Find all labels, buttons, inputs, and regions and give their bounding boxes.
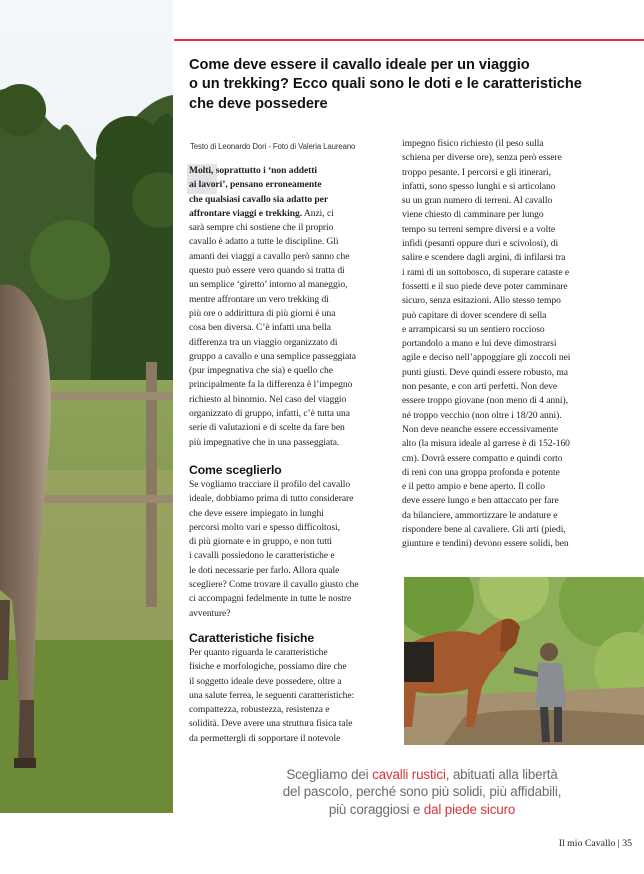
body-text-line: [189, 393, 387, 407]
body-text-line: ideale, dobbiamo prima di tutto considerare: [189, 493, 354, 505]
pull-quote-line: [210, 766, 634, 783]
bold-lead-text: ai lavori’, pensano erroneamente: [189, 179, 322, 191]
body-text: cosa ben diversa. C’è infatti una bella: [189, 322, 331, 334]
body-text: amanti dei viaggi a cavallo però sanno che: [189, 250, 350, 262]
body-text-line: Per quanto riguarda le caratteristiche: [189, 647, 328, 658]
body-text-line: punti giusti. Deve quindi essere robusto, ma: [402, 366, 568, 378]
subheading-caratteristiche-fisiche: Caratteristiche fisiche: [189, 631, 315, 645]
body-text-line: viene chiesto di camminare per lungo: [402, 209, 544, 221]
body-text-line: [189, 193, 387, 207]
pull-quote-text: , abituati alla libertà: [445, 767, 558, 782]
body-text-line: [189, 336, 387, 350]
body-text-line: rispondere bene al cavaliere. Gli arti (piedi,: [402, 524, 566, 536]
body-text-line: infatti, sono spesso lunghi e si articolano: [402, 180, 556, 192]
page-footer: Il mio Cavallo | 35: [558, 838, 632, 849]
body-text-line: [189, 407, 387, 421]
photo-rider-horse-woods: [404, 577, 644, 745]
column-1-section-1: [189, 478, 387, 621]
body-text-line: fossetti e il suo piede deve poter camminare: [402, 280, 568, 292]
headline-line: Come deve essere il cavallo ideale per un viaggio: [189, 57, 530, 73]
body-text: cavallo è adatto a tutte le discipline. Gli: [189, 236, 339, 248]
headline-line: che deve possedere: [189, 95, 328, 112]
body-text-line: salire e scendere dagli argini, di infilarsi tra: [402, 252, 566, 264]
pull-quote-text: Scegliamo dei: [286, 767, 373, 782]
headline-line: o un trekking? Ecco quali sono le doti e le caratteristiche: [189, 76, 582, 93]
photo-horse-fence: [0, 0, 173, 813]
body-text-line: il soggetto ideale deve possedere, oltre a: [189, 675, 342, 687]
pull-quote-text: più coraggiosi e: [328, 801, 424, 817]
body-text-line: Se vogliamo tracciare il profilo del cavallo: [189, 479, 351, 490]
body-text-line: [189, 364, 387, 378]
body-text-line: [189, 436, 387, 450]
body-text: mentre affrontare un vero trekking di: [189, 293, 329, 305]
body-text-line: alto (la misura ideale al garrese è di 152-160: [402, 438, 570, 450]
body-text: gruppo a cavallo e una semplice passeggiata: [189, 350, 356, 362]
body-text-line: di più giornate e in gruppo, e non tutti: [189, 536, 333, 548]
body-text: principalmente fa la differenza è l’impegno: [189, 379, 353, 391]
body-text-line: [189, 207, 387, 221]
pull-quote-line: [210, 801, 634, 818]
body-text-line: cm). Dovrà essere compatto e quindi corto: [402, 452, 563, 464]
body-text-line: compattezza, robustezza, resistenza e: [189, 704, 330, 716]
body-text-line: portandolo a mano e lui deve dimostrarsi: [402, 338, 557, 350]
body-text-line: impegno fisico richiesto (il peso sulla: [402, 138, 544, 149]
body-text-line: solidità. Deve avere una struttura fisica tale: [189, 718, 353, 730]
body-text: questo può essere vero quando si tratta di: [189, 265, 345, 277]
body-text-line: deve essere lungo e ben attaccato per fare: [402, 495, 559, 507]
body-text-line: [189, 164, 387, 178]
body-text-line: avventure?: [189, 607, 231, 619]
body-text: un semplice ‘giretto’ intorno al maneggio,: [189, 279, 348, 291]
bold-lead-text: affrontare viaggi e trekking.: [189, 207, 303, 219]
body-text: organizzato di gruppo, infatti, c’è tutta una: [189, 408, 350, 420]
column-1-intro: [189, 164, 387, 450]
body-text-line: giunture e tendini) devono essere solidi, ben: [402, 538, 569, 550]
article-headline: [189, 56, 629, 114]
body-text-line: e arrampicarsi su un sentiero roccioso: [402, 323, 545, 335]
body-text: più impegnative che in una passeggiata.: [189, 436, 340, 448]
body-text-line: di reni con una groppa profonda e potente: [402, 466, 560, 478]
body-text-line: [189, 421, 387, 435]
column-2: [402, 137, 634, 552]
horse-fence-illustration: [0, 0, 173, 813]
body-text-line: infidi (pesanti oppure duri e scivolosi), di: [402, 238, 559, 250]
body-text-line: [189, 378, 387, 392]
pull-quote-highlight: dal piede sicuro: [423, 801, 516, 817]
body-text-line: e il petto ampio e bene aperto. Il collo: [402, 481, 546, 493]
body-text-line: non pesante, e con arti perfetti. Non deve: [402, 381, 558, 393]
body-text: Anzi, ci: [302, 207, 334, 219]
body-text-line: che deve essere impiegato in lunghi: [189, 507, 324, 519]
body-text-line: una salute ferrea, le seguenti caratteristiche:: [189, 689, 355, 701]
body-text-line: tempo su terreni sempre diversi e a volte: [402, 223, 556, 235]
body-text-line: né troppo vecchio (non oltre i 18/20 anni).: [402, 409, 562, 421]
body-text-line: da bilanciere, ammortizzare le andature e: [402, 509, 558, 521]
body-text-line: troppo pesante. I percorsi e gli itinerari,: [402, 166, 551, 178]
body-text-line: [189, 321, 387, 335]
body-text-line: ci accompagni fedelmente in tutte le nostre: [189, 593, 352, 605]
body-text-line: i rami di un sottobosco, di superare cataste e: [402, 266, 570, 278]
body-text-line: essere troppo giovane (non meno di 4 anni),: [402, 395, 568, 407]
byline: Testo di Leonardo Dori - Foto di Valeria Laureano: [190, 142, 356, 151]
body-text-line: scegliere? Come trovare il cavallo giusto che: [189, 579, 359, 591]
bold-lead-text: Molti, soprattutto i ‘non addetti: [189, 165, 318, 176]
pull-quote: [210, 766, 634, 818]
body-text-line: [189, 221, 387, 235]
body-text-line: agile e deciso nell’appoggiare gli zoccoli nei: [402, 352, 571, 364]
body-text-line: [189, 278, 387, 292]
bold-lead-text: che qualsiasi cavallo sia adatto per: [189, 193, 329, 205]
body-text: richiesto al binomio. Nel caso del viaggio: [189, 393, 347, 405]
body-text-line: schiena per diverse ore), senza però essere: [402, 152, 562, 164]
body-text-line: [189, 235, 387, 249]
body-text: (pur impegnativa che sia) e quello che: [189, 365, 333, 377]
body-text-line: [189, 264, 387, 278]
body-text-line: [189, 250, 387, 264]
body-text-line: i cavalli possiedono le caratteristiche e: [189, 550, 335, 562]
body-text-line: [189, 293, 387, 307]
body-text-line: [189, 307, 387, 321]
body-text-line: le doti necessarie per farlo. Allora quale: [189, 564, 340, 576]
column-1-section-2: [189, 646, 387, 746]
body-text-line: [189, 350, 387, 364]
subheading-come-sceglierlo: Come sceglierlo: [189, 463, 282, 477]
body-text: differenza tra un viaggio organizzato di: [189, 336, 338, 348]
body-text: sarà sempre chi sostiene che il proprio: [189, 222, 334, 234]
body-text-line: da permettergli di sopportare il notevole: [189, 732, 341, 744]
body-text-line: può capitare di dover scendere di sella: [402, 309, 547, 321]
top-rule: [174, 39, 644, 41]
pull-quote-highlight: cavalli rustici: [372, 767, 446, 782]
body-text-line: [189, 178, 387, 192]
body-text-line: fisiche e morfologiche, possiamo dire che: [189, 661, 347, 673]
body-text-line: Non deve neanche essere eccessivamente: [402, 423, 559, 435]
body-text-line: su un gran numero di terreni. Al cavallo: [402, 195, 553, 207]
body-text-line: percorsi molto vari e spesso difficoltosi,: [189, 521, 340, 533]
rider-horse-illustration: [404, 577, 644, 745]
body-text: più ore o addirittura di più giorni è una: [189, 307, 336, 319]
body-text: serie di valutazioni e di scelte da fare ben: [189, 422, 345, 434]
pull-quote-line: del pascolo, perché sono più solidi, più affidabili,: [282, 784, 562, 800]
body-text-line: sicuro, senza esitazioni. Allo stesso tempo: [402, 295, 561, 307]
